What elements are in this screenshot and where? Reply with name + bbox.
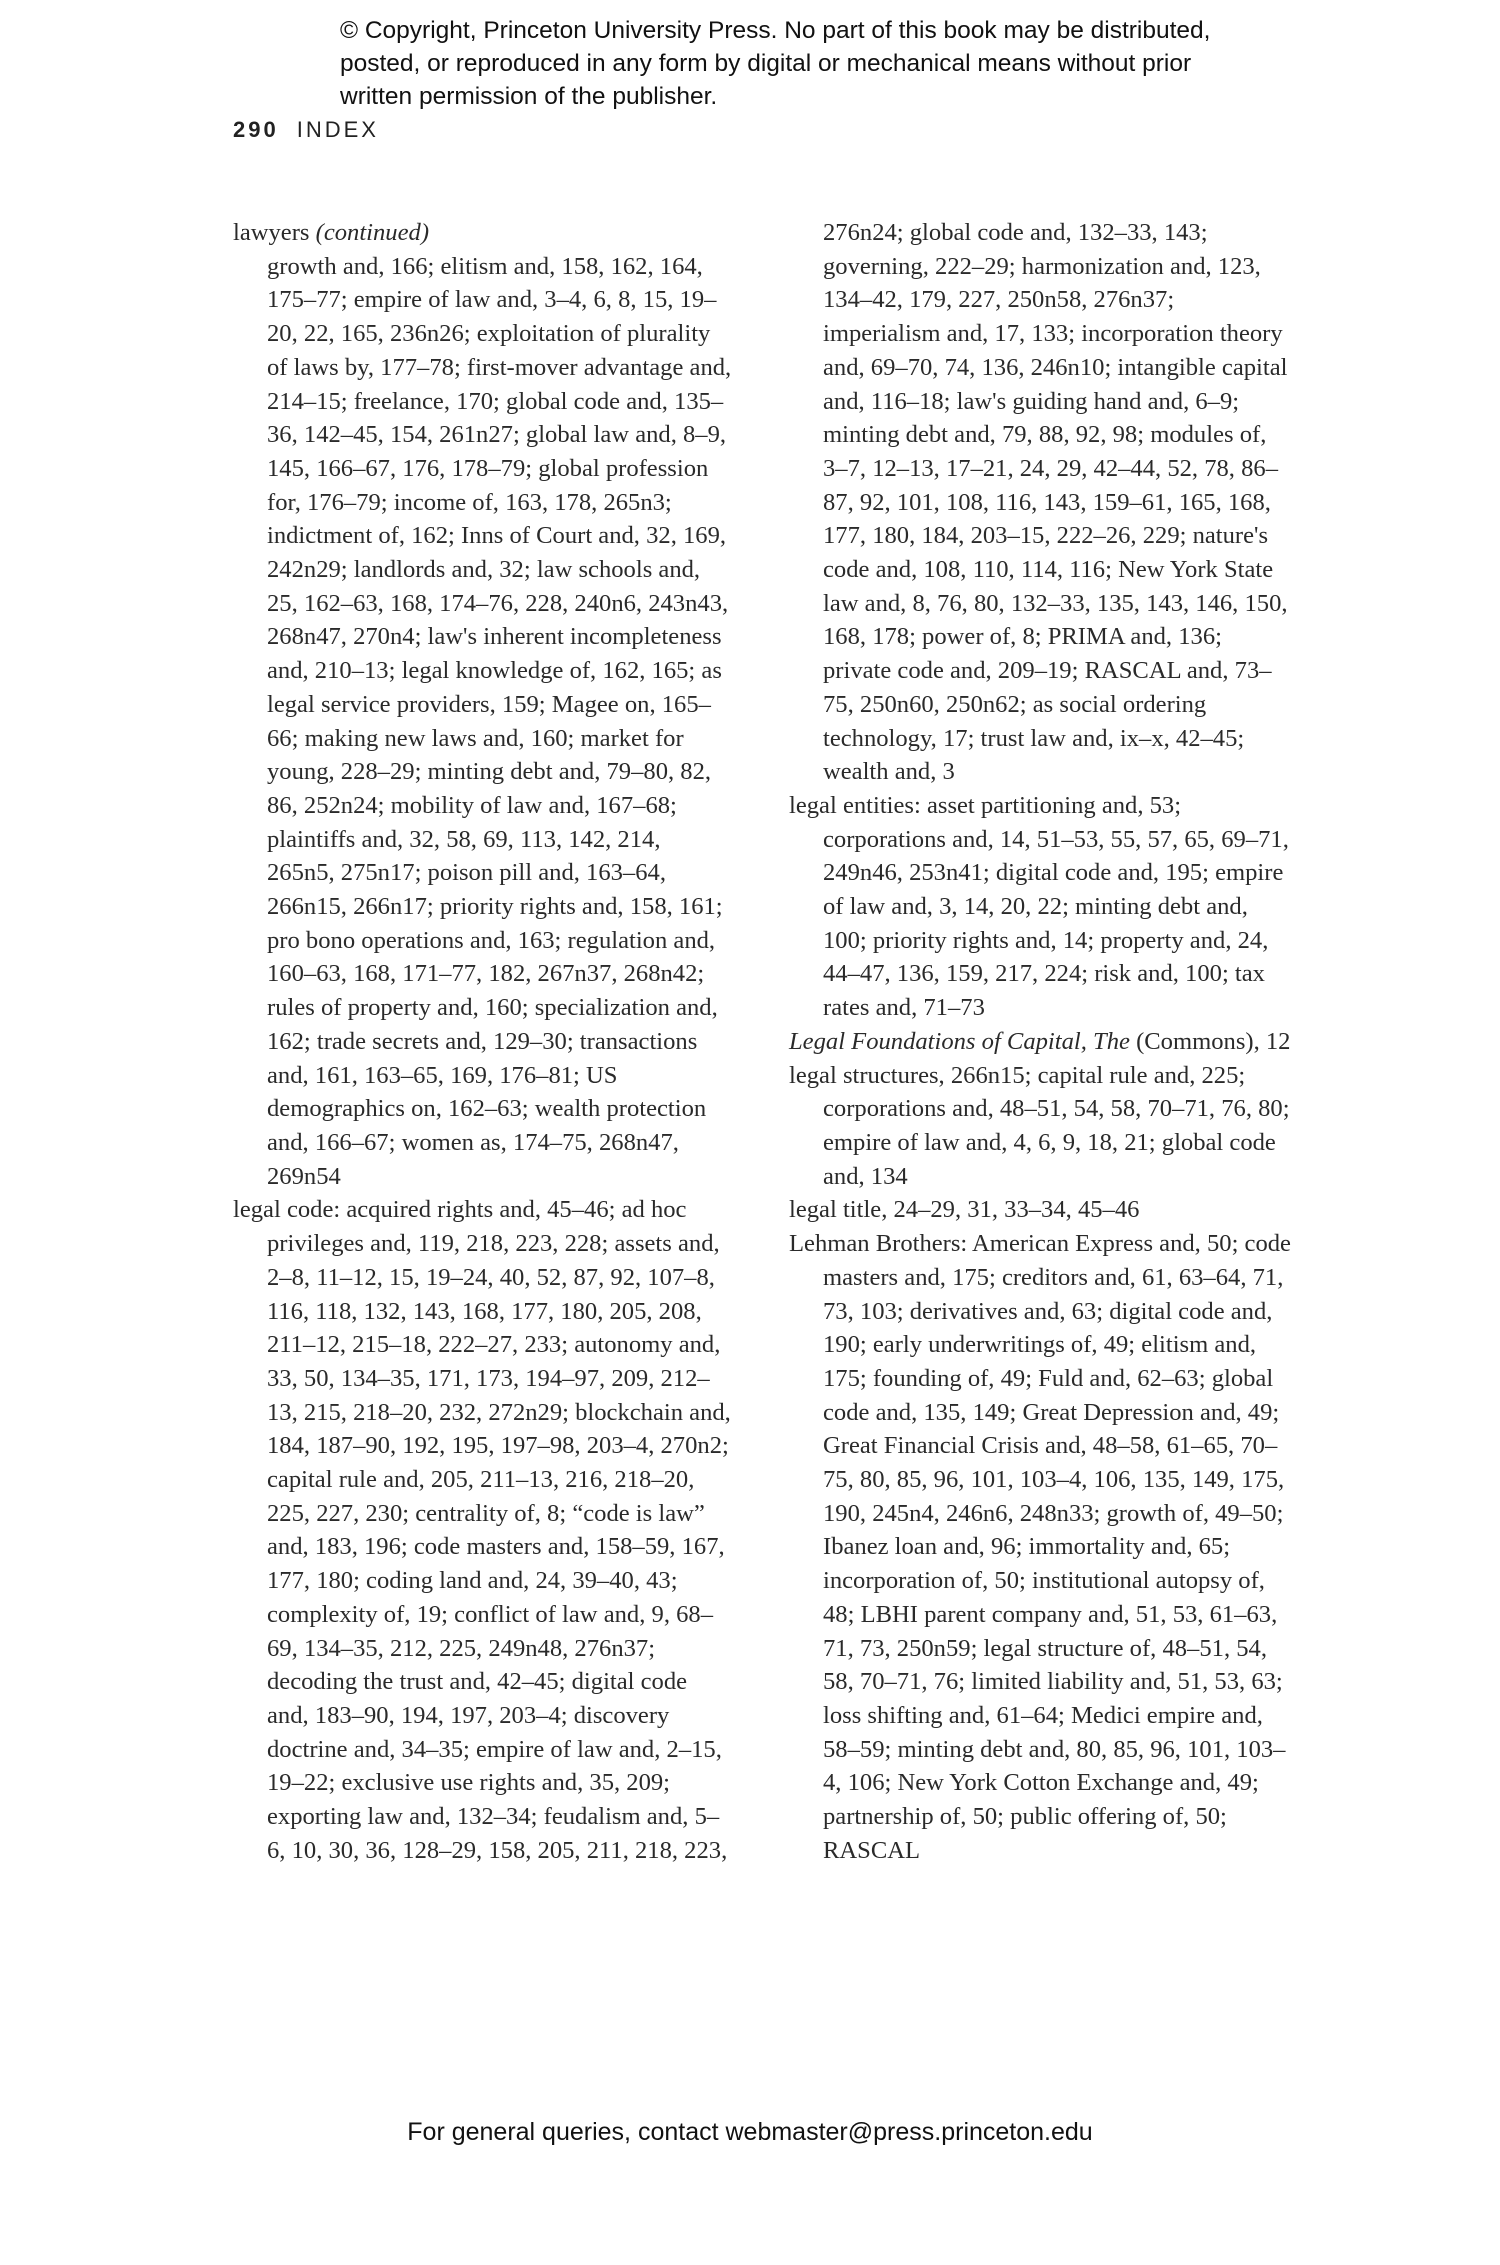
running-head — [233, 117, 379, 143]
page-number: 290 — [233, 117, 279, 142]
index-entry-legal-foundations — [789, 1025, 1294, 1059]
footer-contact: For general queries, contact webmaster@press.princeton.edu — [407, 2118, 1093, 2146]
index-column-right — [789, 216, 1294, 1867]
index-column-left — [233, 216, 733, 1867]
entry-heading-continued — [233, 216, 733, 250]
index-entry-lehman-brothers: Lehman Brothers: American Express and, 50; code masters and, 175; creditors and, 61, 63–64, 71, 73, 103; derivatives and, 63; digital code and, 190; early underwritings of, 49; elitism and, 175; founding of, 49; Fuld and, 62–63; global code and, 135, 149; Great Depression and, 49; Great Financial Crisis and, 48–58, 61–65, 70–75, 80, 85, 96, 101, 103–4, 106, 135, 149, 175, 190, 245n4, 246n6, 248n33; growth of, 49–50; Ibanez loan and, 96; immortality and, 65; incorporation of, 50; institutional autopsy of, 48; LBHI parent company and, 51, 53, 61–63, 71, 73, 250n59; legal structure of, 48–51, 54, 58, 70–71, 76; limited liability and, 51, 53, 63; loss shifting and, 61–64; Medici empire and, 58–59; minting debt and, 80, 85, 96, 101, 103–4, 106; New York Cotton Exchange and, 49; partnership of, 50; public offering of, 50; RASCAL — [789, 1230, 1291, 1864]
index-entry-legal-code: legal code: acquired rights and, 45–46; ad hoc privileges and, 119, 218, 223, 228; assets and, 2–8, 11–12, 15, 19–24, 40, 52, 87, 92, 107–8, 116, 118, 132, 143, 168, 177, 180, 205, 208, 211–12, 215–18, 222–27, 233; autonomy and, 33, 50, 134–35, 171, 173, 194–97, 209, 212–13, 215, 218–20, 232, 272n29; blockchain and, 184, 187–90, 192, 195, 197–98, 203–4, 270n2; capital rule and, 205, 211–13, 216, 218–20, 225, 227, 230; centrality of, 8; “code is law” and, 183, 196; code masters and, 158–59, 167, 177, 180; coding land and, 24, 39–40, 43; complexity of, 19; conflict of law and, 9, 68–69, 134–35, 212, 225, 249n48, 276n37; decoding the trust and, 42–45; digital code and, 183–90, 194, 197, 203–4; discovery doctrine and, 34–35; empire of law and, 2–15, 19–22; exclusive use rights and, 35, 209; exporting law and, 132–34; feudalism and, 5–6, 10, 30, 36, 128–29, 158, 205, 211, 218, 223, — [233, 1196, 731, 1864]
index-entry-legal-title: legal title, 24–29, 31, 33–34, 45–46 — [789, 1196, 1140, 1224]
index-entry-continuation: growth and, 166; elitism and, 158, 162, 164, 175–77; empire of law and, 3–4, 6, 8, 15, 19–20, 22, 165, 236n26; exploitation of plurality of laws by, 177–78; first-mover advantage and, 214–15; freelance, 170; global code and, 135–36, 142–45, 154, 261n27; global law and, 8–9, 145, 166–67, 176, 178–79; global profession for, 176–79; income of, 163, 178, 265n3; indictment of, 162; Inns of Court and, 32, 169, 242n29; landlords and, 32; law schools and, 25, 162–63, 168, 174–76, 228, 240n6, 243n43, 268n47, 270n4; law's inherent incompleteness and, 210–13; legal knowledge of, 162, 165; as legal service providers, 159; Magee on, 165–66; making new laws and, 160; market for young, 228–29; minting debt and, 79–80, 82, 86, 252n24; mobility of law and, 167–68; plaintiffs and, 32, 58, 69, 113, 142, 214, 265n5, 275n17; poison pill and, 163–64, 266n15, 266n17; priority rights and, 158, 161; pro bono operations and, 163; regulation and, 160–63, 168, 171–77, 182, 267n37, 268n42; rules of property and, 160; specialization and, 162; trade secrets and, 129–30; transactions and, 161, 163–65, 169, 176–81; US demographics on, 162–63; wealth protection and, 166–67; women as, 174–75, 268n47, 269n54 — [267, 252, 732, 1190]
book-title: Legal Foundations of Capital, The — [789, 1027, 1130, 1055]
index-entry-legal-structures: legal structures, 266n15; capital rule and, 225; corporations and, 48–51, 54, 58, 70–71, 76, 80; empire of law and, 4, 6, 9, 18, 21; global code and, 134 — [789, 1061, 1290, 1190]
copyright-notice: © Copyright, Princeton University Press. No part of this book may be distributed, posted, or reproduced in any form by digital or mechanical means without prior written permission of the publisher. — [340, 17, 1211, 110]
index-entry-legal-entities: legal entities: asset partitioning and, 53; corporations and, 14, 51–53, 55, 57, 65, 69–71, 249n46, 253n41; digital code and, 195; empire of law and, 3, 14, 20, 22; minting debt and, 100; priority rights and, 14; property and, 24, 44–47, 136, 159, 217, 224; risk and, 100; tax rates and, 71–73 — [789, 791, 1289, 1022]
section-title: INDEX — [296, 117, 379, 142]
entry-term: lawyers — [233, 219, 310, 246]
entry-rest: (Commons), 12 — [1136, 1027, 1291, 1055]
continued-label: (continued) — [315, 219, 430, 246]
index-entry-carryover: 276n24; global code and, 132–33, 143; governing, 222–29; harmonization and, 123, 134–42, 179, 227, 250n58, 276n37; imperialism and, 17, 133; incorporation theory and, 69–70, 74, 136, 246n10; intangible capital and, 116–18; law's guiding hand and, 6–9; minting debt and, 79, 88, 92, 98; modules of, 3–7, 12–13, 17–21, 24, 29, 42–44, 52, 78, 86–87, 92, 101, 108, 116, 143, 159–61, 165, 168, 177, 180, 184, 203–15, 222–26, 229; nature's code and, 108, 110, 114, 116; New York State law and, 8, 76, 80, 132–33, 135, 143, 146, 150, 168, 178; power of, 8; PRIMA and, 136; private code and, 209–19; RASCAL and, 73–75, 250n60, 250n62; as social ordering technology, 17; trust law and, ix–x, 42–45; wealth and, 3 — [823, 219, 1288, 786]
